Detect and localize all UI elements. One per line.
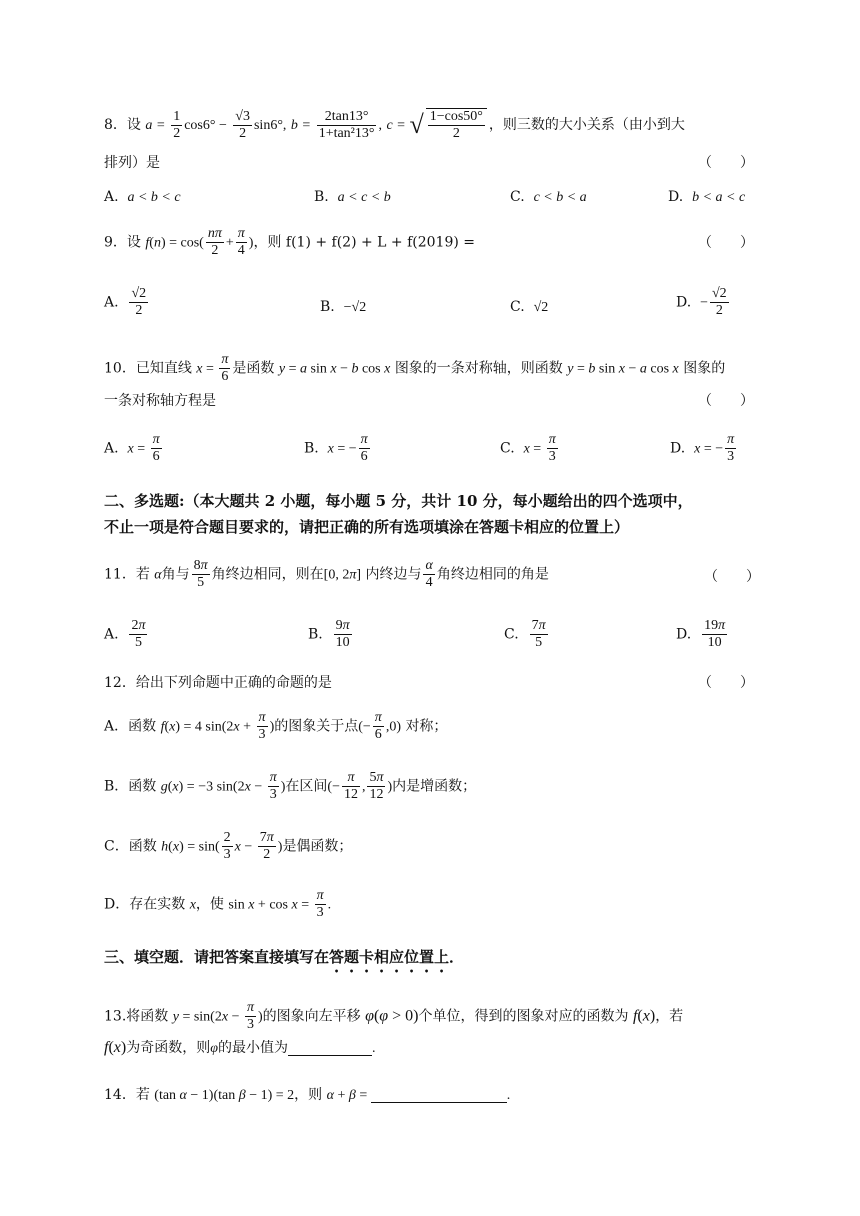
question-text: 内终边与	[365, 566, 422, 583]
q12-option-a: A．函数 f(x) = 4 sin(2x + $\frac{\pi}{3}$ )的图象关于点(− $\frac{\pi}{6}$ ,0) 对称；	[104, 710, 448, 743]
question-8-line-2	[104, 156, 160, 170]
option-text: 的图象关于点	[274, 718, 359, 735]
fraction: $\frac{√3}{2}$	[235, 108, 250, 141]
fraction: $\frac{\pi}{4}$	[237, 226, 245, 259]
q8-option-b	[314, 190, 391, 205]
question-10-line-1: 10．已知直线 x = $\frac{\pi}{6}$ 是函数 y = a sin x − b cos x 图象的一条对称轴，则函数 y = b sin x − a cos x 图象的	[104, 352, 726, 385]
option-label: C.	[500, 440, 515, 457]
question-text: 是函数	[232, 360, 275, 377]
question-text: ，则三数的大小关系（由小到大	[488, 117, 685, 134]
q9-option-c: C. √2	[510, 299, 549, 315]
option-label: A.	[104, 189, 119, 205]
option-text: 是偶函数；	[282, 838, 353, 855]
option-label: B.	[320, 299, 335, 315]
question-text: 个单位，得到的图象对应的函数为	[418, 1008, 629, 1025]
option-text: a < b < c	[127, 190, 181, 205]
question-text: 图象的一条对称轴，则函数	[394, 360, 563, 377]
option-label: B.	[314, 189, 329, 205]
section-text: 三、填空题．请把答案直接填写在	[104, 948, 330, 966]
section-text: ．	[449, 948, 465, 966]
question-number: 11．	[104, 566, 136, 583]
option-label: D.	[676, 626, 692, 643]
option-text: 存在实数	[129, 896, 186, 913]
question-14-line: 14．若 (tan α − 1)(tan β − 1) = 2，则 α + β = .	[104, 1087, 511, 1103]
question-text: 将函数	[126, 1008, 169, 1025]
option-text: c < b < a	[533, 190, 587, 205]
question-12-line	[104, 676, 332, 690]
option-text: 对称；	[405, 718, 448, 735]
q12-option-b: B．函数 g(x) = −3 sin(2x − $\frac{\pi}{3}$ )在区间(− $\frac{\pi}{12}$ , $\frac{5\pi}{12}$ )内是增函数；	[104, 770, 477, 803]
answer-paren: （ ）	[698, 675, 754, 691]
option-label: D.	[670, 440, 686, 457]
fraction: $\frac{\pi}{6}$	[221, 352, 229, 385]
question-13-line-2: f(x)为奇函数，则φ的最小值为 .	[104, 1039, 376, 1056]
question-number: 14．	[104, 1087, 136, 1103]
fraction: $\frac{\pi}{3}$	[548, 432, 556, 465]
fraction: $\frac{\pi}{3}$	[727, 432, 735, 465]
q8-option-a	[104, 190, 181, 205]
fraction: $\frac{2\tan 13^\circ}{\text{1+tan²13°}}$	[318, 108, 375, 141]
question-10-line-2	[104, 394, 216, 408]
q12-option-d: D．存在实数 x，使 sin x + cos x = $\frac{\pi}{3}$ .	[104, 888, 332, 921]
question-text: 的图象向左平移	[262, 1008, 361, 1025]
answer-paren: （ ）	[698, 155, 754, 171]
question-number: 10．	[104, 360, 136, 377]
answer-blank[interactable]	[371, 1088, 507, 1103]
question-text: 为奇函数，则	[126, 1040, 211, 1056]
question-text: 已知直线	[135, 360, 192, 377]
q9-option-d: D. − $\frac{√2}{2}$	[676, 286, 727, 319]
fraction: $\frac{\pi}{3}$	[258, 710, 266, 743]
option-label: B．	[104, 778, 129, 795]
option-text: ，使	[195, 896, 224, 913]
q12-option-c: C．函数 h(x) = sin( $\frac{2}{3}$ x − $\frac{7\pi}{2}$ )是偶函数；	[104, 830, 353, 863]
question-text: 设	[126, 234, 141, 251]
emphasized-text: 答题卡相应位置上	[329, 948, 450, 966]
question-text: 的最小值为	[217, 1040, 288, 1056]
option-text: a < c < b	[337, 190, 391, 205]
question-13-line-1: 13.将函数 y = sin(2x − $\frac{\pi}{3}$ )的图象向左平移 φ(φ > 0)个单位，得到的图象对应的函数为 f(x)，若	[104, 1000, 684, 1033]
q8-option-d	[668, 190, 745, 205]
question-text: 若	[135, 1087, 150, 1103]
fraction: $\frac{1}{2}$	[173, 108, 181, 141]
question-text: ，则	[294, 1087, 323, 1103]
fraction: $\frac{\pi}{3}$	[269, 770, 277, 803]
q11-option-d	[676, 618, 729, 651]
question-text: 若	[135, 566, 150, 583]
option-label: A.	[104, 440, 119, 457]
q11-option-c	[504, 618, 550, 651]
option-text: 函数	[128, 718, 157, 735]
question-text: 设	[126, 117, 141, 134]
q11-option-a	[104, 618, 149, 651]
question-text: 角终边相同的角是	[436, 566, 549, 583]
fraction: $\frac{7\pi}{5}$	[531, 618, 546, 651]
option-label: B.	[308, 626, 323, 643]
option-text: b < a < c	[692, 190, 746, 205]
q10-option-b: B. x = − $\frac{\pi}{6}$	[304, 432, 368, 465]
option-text: 在区间	[285, 778, 328, 795]
option-label: A.	[104, 626, 119, 643]
fraction: $\frac{8\pi}{5}$	[193, 558, 208, 591]
option-label: B.	[304, 440, 319, 457]
question-9-line: 9．设 f(n) = cos( $\frac{n\pi}{2}$ + $\frac{\pi}{4}$ )，则 f(1) + f(2) + L + f(2019) =	[104, 226, 476, 259]
q9-option-b: B. −√2	[320, 299, 367, 315]
question-text: 角终边相同，则在	[211, 566, 324, 583]
q10-option-d: D. x = − $\frac{\pi}{3}$	[670, 432, 735, 465]
fraction: $\frac{\pi}{3}$	[316, 888, 324, 921]
question-number: 9．	[104, 234, 127, 251]
answer-blank[interactable]	[288, 1041, 372, 1056]
q11-option-b	[308, 618, 354, 651]
question-11-line: 11．若 α角与 $\frac{8\pi}{5}$ 角终边相同，则在[0, 2π] 内终边与 $\frac{\alpha}{4}$ 角终边相同的角是	[104, 558, 549, 591]
fraction: $\frac{1-\cos 50^\circ}{2}$	[426, 108, 487, 142]
q9-option-a	[104, 286, 150, 319]
question-number: 13.	[104, 1008, 127, 1025]
option-text: 内是增函数；	[392, 778, 477, 795]
section-2-heading: 二、多选题:（本大题共 2 小题，每小题 5 分，共计 10 分，每小题给出的四个选项中，	[104, 492, 693, 510]
option-label: C.	[510, 189, 525, 205]
fraction: $\frac{\pi}{3}$	[246, 1000, 254, 1033]
fraction: $\frac{\pi}{6}$	[152, 432, 160, 465]
fraction: $\frac{√2}{2}$	[712, 286, 727, 319]
fraction: $\frac{√2}{2}$	[131, 286, 147, 319]
question-text: 给出下列命题中正确的命题的是	[135, 675, 332, 691]
fraction: $\frac{9\pi}{10}$	[335, 618, 350, 651]
question-number: 12．	[104, 675, 136, 691]
question-text: 图象的	[683, 360, 726, 377]
option-label: D．	[104, 896, 130, 913]
question-text: 排列）是	[104, 155, 160, 171]
question-text: ，若	[655, 1008, 684, 1025]
fraction: $\frac{\pi}{12}$	[343, 770, 358, 803]
fraction: $\frac{7\pi}{2}$	[259, 830, 274, 863]
fraction: $\frac{n\pi}{2}$	[207, 226, 222, 259]
option-text: 函数	[128, 838, 157, 855]
option-text: 函数	[128, 778, 157, 795]
question-text: 角与	[161, 566, 190, 583]
option-label: D.	[668, 189, 684, 205]
section-2-heading-cont: 不止一项是符合题目要求的，请把正确的所有选项填涂在答题卡相应的位置上）	[104, 518, 630, 536]
option-label: A.	[104, 294, 119, 311]
option-label: A．	[104, 718, 129, 735]
question-text: 一条对称轴方程是	[104, 393, 216, 409]
fraction: $\frac{\pi}{6}$	[360, 432, 368, 465]
option-label: C.	[510, 299, 525, 315]
fraction: $\frac{2\pi}{5}$	[131, 618, 146, 651]
section-3-heading	[104, 948, 464, 976]
option-label: D.	[676, 294, 692, 311]
fraction: $\frac{2}{3}$	[223, 830, 231, 863]
answer-paren: （ ）	[704, 569, 760, 585]
option-label: C.	[504, 626, 519, 643]
question-text: ，则 f(1) + f(2) + L + f(2019) =	[253, 234, 476, 251]
option-label: C．	[104, 838, 129, 855]
q10-option-c: C. x = $\frac{\pi}{3}$	[500, 432, 556, 465]
q10-option-a: A. x = $\frac{\pi}{6}$	[104, 432, 160, 465]
fraction: $\frac{\alpha}{4}$	[425, 558, 433, 591]
fraction: $\frac{5\pi}{12}$	[369, 770, 384, 803]
answer-paren: （ ）	[698, 235, 754, 251]
question-8-line-1: 8．设 a = $\frac{1}{2}$ cos6° − $\frac{√3}{2}$ sin6°, b = $\frac{2\tan 13^\circ}{\text{1+tan²13°}}$ , c = √ $\frac{1-\cos 50^\circ}{2}$ ，则三数的大小关系（由小到大	[104, 108, 685, 142]
fraction: $\frac{\pi}{6}$	[374, 710, 382, 743]
q8-option-c	[510, 190, 587, 205]
fraction: $\frac{19\pi}{10}$	[704, 618, 726, 651]
question-number: 8．	[104, 117, 127, 134]
answer-paren: （ ）	[698, 393, 754, 409]
